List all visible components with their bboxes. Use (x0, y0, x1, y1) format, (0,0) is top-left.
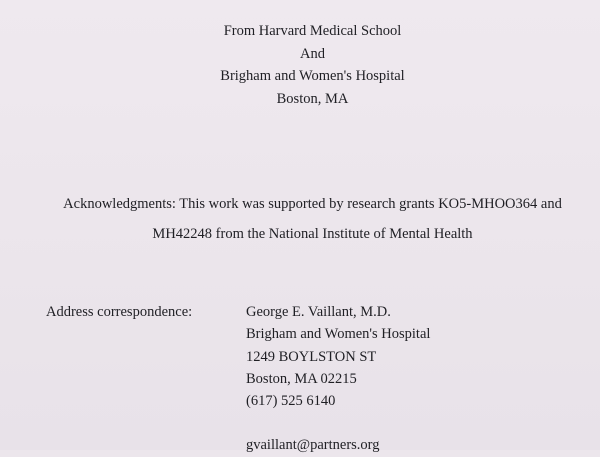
affiliation-line-city: Boston, MA (276, 90, 349, 107)
address-correspondence-label: Address correspondence: (46, 304, 193, 320)
address-name: George E. Vaillant, M.D. (246, 304, 391, 320)
address-block (246, 301, 430, 457)
affiliation-line-hospital: Brigham and Women's Hospital (220, 68, 405, 84)
address-phone: (617) 525 6140 (246, 393, 336, 410)
address-email: gvaillant@partners.org (246, 437, 380, 454)
address-city: Boston, MA 02215 (246, 370, 357, 387)
acknowledgments-block (0, 189, 600, 249)
address-street: 1249 BOYLSTON ST (246, 348, 377, 365)
affiliation-line-and: And (300, 45, 325, 62)
acknowledgments-line-1: Acknowledgments: This work was supported by research grants KO5-MHOO364 and (63, 196, 562, 212)
acknowledgments-line-2: MH42248 from the National Institute of Mental Health (152, 226, 473, 242)
affiliation-block (0, 20, 600, 110)
affiliation-line-school: From Harvard Medical School (223, 23, 402, 39)
address-institution: Brigham and Women's Hospital (246, 326, 431, 343)
